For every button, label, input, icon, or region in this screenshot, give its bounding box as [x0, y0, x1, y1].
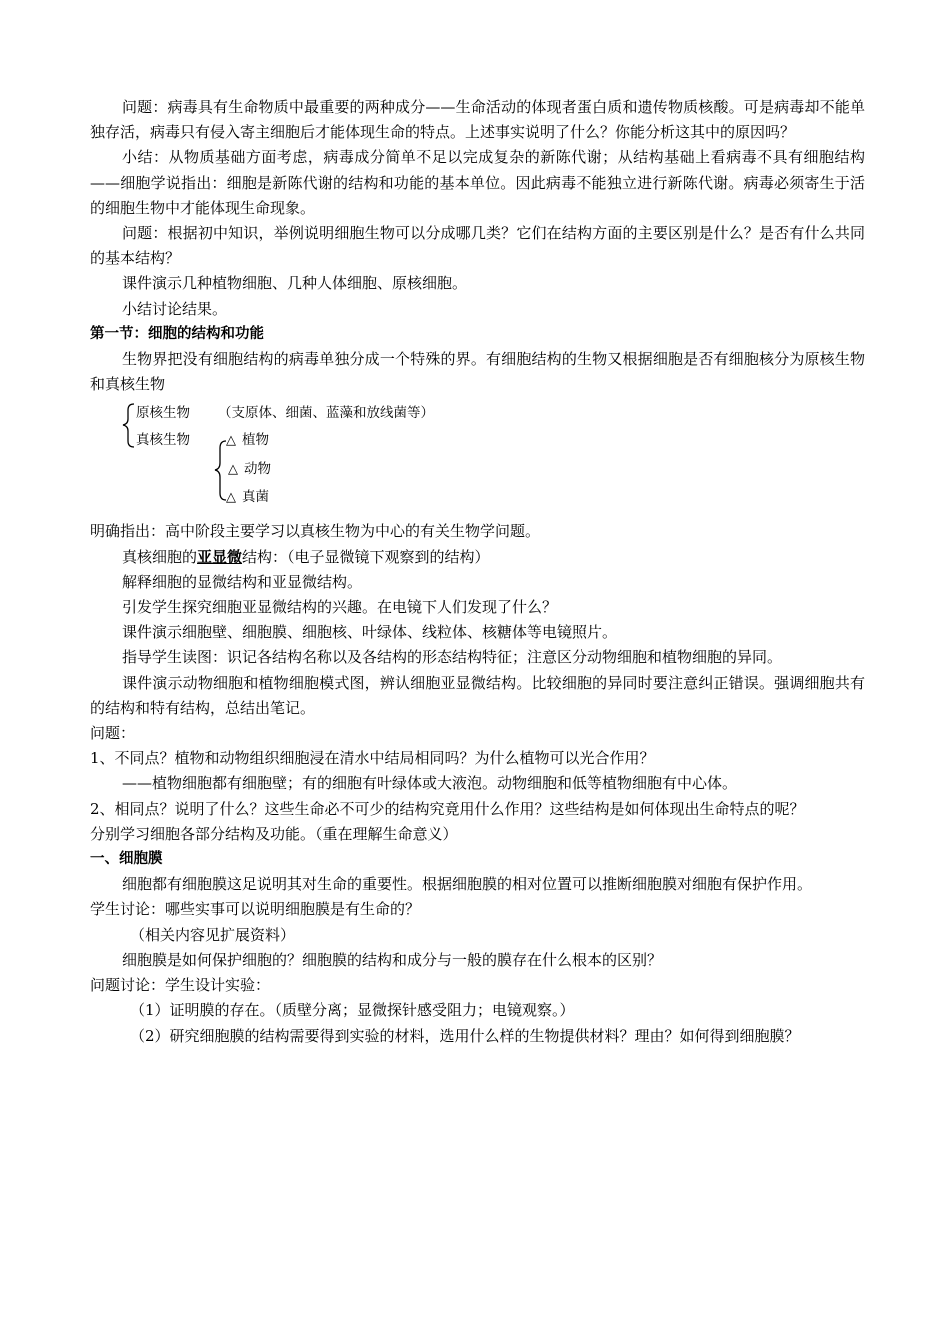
eukaryote-kind-animal: 动物 [244, 461, 271, 478]
question-1-answer: ——植物细胞都有细胞壁；有的细胞有叶绿体或大液泡。动物细胞和低等植物细胞有中心体。 [122, 774, 738, 793]
triangle-icon: △ [226, 433, 236, 449]
paragraph-section-intro: 生物界把没有细胞结构的病毒单独分成一个特殊的界。有细胞结构的生物又根据细胞是否有细胞核分为原核生物和真核生物 [90, 350, 865, 394]
paragraph-virus-question: 问题：病毒具有生命物质中最重要的两种成分——生命活动的体现者蛋白质和遗传物质核酸。可是病毒却不能单独存活，病毒只有侵入寄主细胞后才能体现生命的特点。上述事实说明了什么？你能分析这其中的原因吗？ [90, 98, 865, 142]
paragraph-summary: 小结：从物质基础方面考虑，病毒成分简单不足以完成复杂的新陈代谢；从结构基础上看病毒不具有细胞结构——细胞学说指出：细胞是新陈代谢的结构和功能的基本单位。因此病毒不能独立进行新陈代谢。病毒必须寄生于活的细胞生物中才能体现生命现象。 [90, 148, 865, 217]
prokaryote-label: 原核生物 [136, 405, 190, 422]
question-1: 1、不同点？植物和动物组织细胞浸在清水中结局相同吗？为什么植物可以光合作用？ [90, 749, 655, 768]
paragraph-courseware-demo: 课件演示几种植物细胞、几种人体细胞、原核细胞。 [122, 274, 468, 293]
paragraph-clarify: 明确指出：高中阶段主要学习以真核生物为中心的有关生物学问题。 [90, 522, 541, 541]
submicro-suffix: 结构：（电子显微镜下观察到的结构） [242, 547, 490, 566]
paragraph-interest: 引发学生探究细胞亚显微结构的兴趣。在电镜下人们发现了什么？ [122, 598, 558, 617]
experiment-item-2: （2）研究细胞膜的结构需要得到实验的材料，选用什么样的生物提供材料？理由？如何得到细胞膜？ [130, 1026, 800, 1045]
eukaryote-kind-fungus: 真菌 [242, 489, 269, 506]
submicro-emphasis: 亚显微 [197, 547, 243, 566]
document-body [90, 95, 865, 1049]
paragraph-model-demo: 课件演示动物细胞和植物细胞模式图，辨认细胞亚显微结构。比较细胞的异同时要注意纠正错误。强调细胞共有的结构和特有结构，总结出笔记。 [90, 673, 865, 717]
eukaryote-label: 真核生物 [136, 432, 190, 449]
paragraph-em-photos: 课件演示细胞壁、细胞膜、细胞核、叶绿体、线粒体、核糖体等电镜照片。 [122, 623, 618, 642]
paragraph-membrane-intro: 细胞都有细胞膜这足说明其对生命的重要性。根据细胞膜的相对位置可以推断细胞膜对细胞有保护作用。 [122, 875, 813, 894]
prokaryote-examples: （支原体、细菌、蓝藻和放线菌等） [218, 405, 434, 422]
triangle-icon: △ [228, 462, 238, 478]
question-label: 问题： [90, 724, 136, 743]
paragraph-discussion-summary: 小结讨论结果。 [122, 299, 228, 318]
paragraph-experiment-label: 问题讨论：学生设计实验： [90, 976, 271, 995]
question-2: 2、相同点？说明了什么？这些生命必不可少的结构究竟用什么作用？这些结构是如何体现出生命特点的呢？ [90, 799, 805, 818]
paragraph-student-discussion: 学生讨论：哪些实事可以说明细胞膜是有生命的？ [90, 900, 421, 919]
section-heading-cell-structure: 第一节：细胞的结构和功能 [90, 325, 264, 342]
paragraph-classification-question: 问题：根据初中知识，举例说明细胞生物可以分成哪几类？它们在结构方面的主要区别是什么？是否有什么共同的基本结构？ [90, 224, 865, 268]
triangle-icon: △ [226, 490, 236, 506]
paragraph-reference: （相关内容见扩展资料） [130, 925, 296, 944]
section-heading-membrane: 一、细胞膜 [90, 851, 163, 868]
paragraph-membrane-question: 细胞膜是如何保护细胞的？细胞膜的结构和成分与一般的膜存在什么根本的区别？ [122, 950, 663, 969]
paragraph-submicroscopic [90, 545, 865, 570]
paragraph-guide-reading: 指导学生读图：识记各结构名称以及各结构的形态结构特征；注意区分动物细胞和植物细胞的异同。 [122, 648, 783, 667]
classification-diagram [90, 401, 865, 519]
experiment-item-1: （1）证明膜的存在。（质壁分离；显微探针感受阻力；电镜观察。） [130, 1001, 575, 1020]
paragraph-explain: 解释细胞的显微结构和亚显微结构。 [122, 572, 363, 591]
submicro-prefix: 真核细胞的 [122, 547, 198, 566]
study-note: 分别学习细胞各部分结构及功能。（重在理解生命意义） [90, 824, 458, 843]
eukaryote-kind-plant: 植物 [242, 432, 269, 449]
